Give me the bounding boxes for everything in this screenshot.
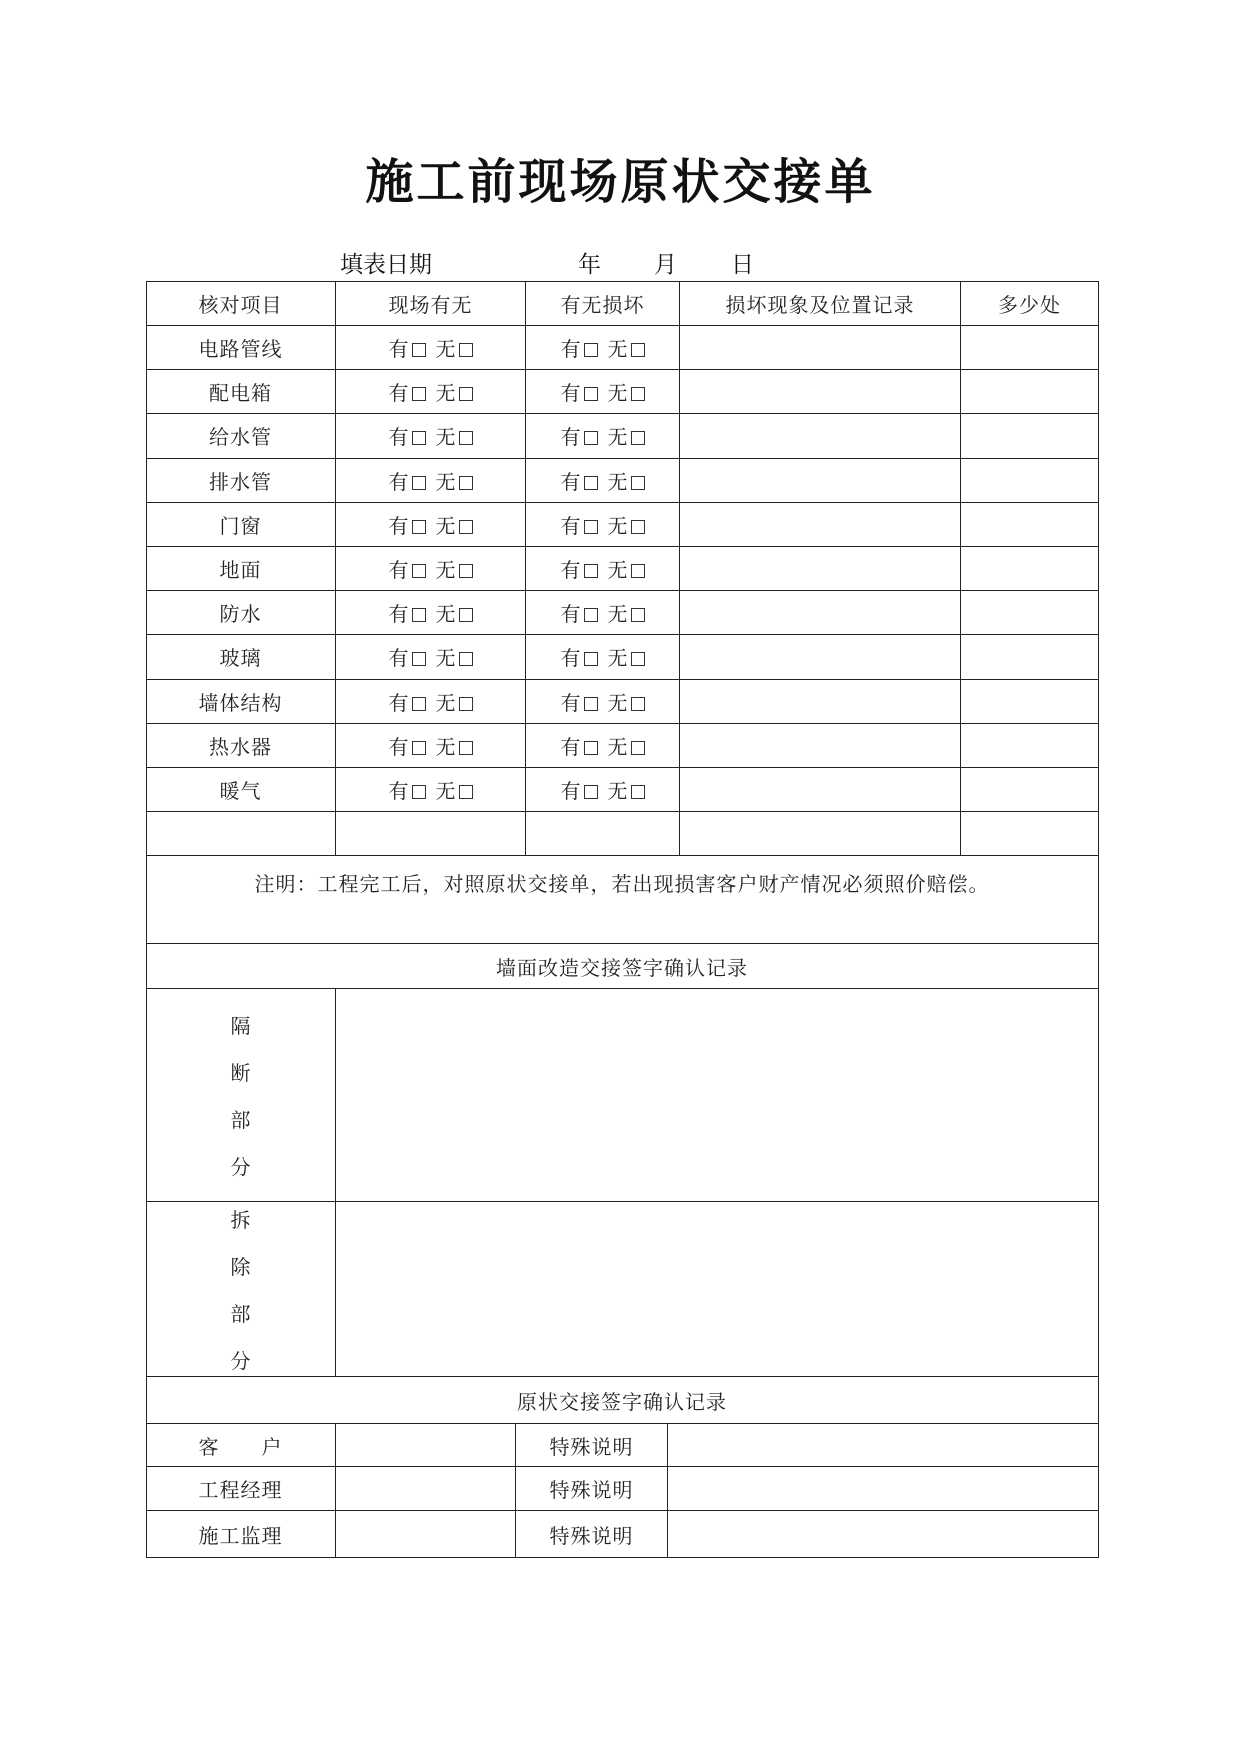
damaged-no-checkbox[interactable] <box>631 785 645 799</box>
header-check-item: 核对项目 <box>146 281 336 326</box>
row-item-label: 排水管 <box>146 459 336 503</box>
damaged-yes-label: 有 <box>560 558 582 583</box>
damage-record-cell[interactable] <box>680 326 961 370</box>
present-no-checkbox[interactable] <box>459 785 473 799</box>
demolition-char: 拆 <box>230 1208 251 1233</box>
present-no-label: 无 <box>435 690 457 715</box>
present-no-checkbox[interactable] <box>459 741 473 755</box>
present-yes-label: 有 <box>388 425 410 450</box>
damaged-options <box>561 510 645 539</box>
damaged-no-label: 无 <box>607 381 629 406</box>
damaged-options <box>561 377 645 406</box>
damaged-no-label: 无 <box>607 425 629 450</box>
damaged-no-label: 无 <box>607 558 629 583</box>
signer-signature-cell[interactable] <box>336 1467 516 1511</box>
present-cell <box>336 635 526 679</box>
present-cell <box>336 591 526 635</box>
present-no-label: 无 <box>435 734 457 759</box>
damage-record-cell[interactable] <box>680 635 961 679</box>
partition-char: 断 <box>230 1061 251 1086</box>
damaged-yes-checkbox[interactable] <box>584 343 598 357</box>
row-item-label: 地面 <box>146 547 336 591</box>
present-yes-checkbox[interactable] <box>412 785 426 799</box>
damaged-cell <box>526 370 680 414</box>
damaged-no-label: 无 <box>607 337 629 362</box>
damaged-options <box>561 466 645 495</box>
damaged-no-checkbox[interactable] <box>631 431 645 445</box>
present-options <box>389 377 473 406</box>
count-cell[interactable] <box>961 547 1099 591</box>
damaged-no-checkbox[interactable] <box>631 697 645 711</box>
present-yes-checkbox[interactable] <box>412 343 426 357</box>
damaged-yes-label: 有 <box>560 425 582 450</box>
present-no-label: 无 <box>435 602 457 627</box>
present-cell <box>336 503 526 547</box>
present-no-checkbox[interactable] <box>459 387 473 401</box>
present-yes-checkbox[interactable] <box>412 520 426 534</box>
present-yes-label: 有 <box>388 646 410 671</box>
page-title: 施工前现场原状交接单 <box>365 154 876 210</box>
demolition-char: 除 <box>230 1255 251 1280</box>
row-item-label: 配电箱 <box>146 370 336 414</box>
header-present: 现场有无 <box>336 281 526 326</box>
partition-content-cell[interactable] <box>336 989 1099 1202</box>
present-cell <box>336 768 526 812</box>
present-options <box>389 598 473 627</box>
damaged-yes-label: 有 <box>560 646 582 671</box>
damaged-no-checkbox[interactable] <box>631 387 645 401</box>
damage-record-cell[interactable] <box>680 724 961 768</box>
damage-record-cell[interactable] <box>680 370 961 414</box>
present-yes-checkbox[interactable] <box>412 564 426 578</box>
damaged-no-checkbox[interactable] <box>631 652 645 666</box>
damaged-no-label: 无 <box>607 513 629 538</box>
count-cell[interactable] <box>961 635 1099 679</box>
present-no-label: 无 <box>435 513 457 538</box>
damaged-yes-checkbox[interactable] <box>584 520 598 534</box>
date-line <box>0 248 1241 282</box>
damage-record-cell[interactable] <box>680 768 961 812</box>
present-cell <box>336 547 526 591</box>
damaged-cell <box>526 812 680 856</box>
damaged-no-label: 无 <box>607 646 629 671</box>
date-label: 填表日期 <box>340 252 432 278</box>
damaged-cell <box>526 326 680 370</box>
damaged-yes-checkbox[interactable] <box>584 652 598 666</box>
damaged-cell <box>526 680 680 724</box>
signer-role: 施工监理 <box>146 1511 336 1558</box>
present-yes-checkbox[interactable] <box>412 431 426 445</box>
damaged-no-checkbox[interactable] <box>631 476 645 490</box>
handover-section-title: 原状交接签字确认记录 <box>146 1377 1099 1424</box>
present-cell <box>336 459 526 503</box>
present-yes-checkbox[interactable] <box>412 741 426 755</box>
damaged-yes-label: 有 <box>560 469 582 494</box>
damaged-yes-label: 有 <box>560 734 582 759</box>
damaged-cell <box>526 459 680 503</box>
present-yes-checkbox[interactable] <box>412 387 426 401</box>
present-yes-label: 有 <box>388 779 410 804</box>
damaged-yes-label: 有 <box>560 779 582 804</box>
count-cell[interactable] <box>961 768 1099 812</box>
damaged-yes-label: 有 <box>560 337 582 362</box>
present-no-label: 无 <box>435 646 457 671</box>
damaged-options <box>561 731 645 760</box>
present-yes-label: 有 <box>388 690 410 715</box>
row-item-label: 墙体结构 <box>146 680 336 724</box>
row-item-label: 热水器 <box>146 724 336 768</box>
count-cell[interactable] <box>961 414 1099 458</box>
count-cell[interactable] <box>961 459 1099 503</box>
damaged-options <box>561 687 645 716</box>
present-no-checkbox[interactable] <box>459 343 473 357</box>
special-note-cell[interactable] <box>668 1424 1099 1467</box>
damaged-options <box>561 775 645 804</box>
count-cell[interactable] <box>961 370 1099 414</box>
demolition-content-cell[interactable] <box>336 1202 1099 1377</box>
present-yes-checkbox[interactable] <box>412 652 426 666</box>
row-item-label: 暖气 <box>146 768 336 812</box>
signer-signature-cell[interactable] <box>336 1424 516 1467</box>
present-cell <box>336 812 526 856</box>
damage-record-cell[interactable] <box>680 812 961 856</box>
damaged-cell <box>526 768 680 812</box>
damaged-no-checkbox[interactable] <box>631 520 645 534</box>
damage-record-cell[interactable] <box>680 414 961 458</box>
present-no-checkbox[interactable] <box>459 476 473 490</box>
date-year: 年 <box>578 252 601 278</box>
signer-role: 工程经理 <box>146 1467 336 1511</box>
damaged-cell <box>526 724 680 768</box>
damaged-options <box>561 554 645 583</box>
date-month: 月 <box>654 252 677 278</box>
present-yes-label: 有 <box>388 513 410 538</box>
count-cell[interactable] <box>961 326 1099 370</box>
damaged-yes-checkbox[interactable] <box>584 387 598 401</box>
partition-char: 隔 <box>230 1014 251 1039</box>
damaged-options <box>561 421 645 450</box>
damaged-options <box>561 642 645 671</box>
special-note-cell[interactable] <box>668 1467 1099 1511</box>
present-yes-label: 有 <box>388 381 410 406</box>
present-yes-checkbox[interactable] <box>412 608 426 622</box>
present-no-checkbox[interactable] <box>459 608 473 622</box>
damage-record-cell[interactable] <box>680 459 961 503</box>
damaged-no-label: 无 <box>607 779 629 804</box>
present-yes-label: 有 <box>388 337 410 362</box>
damaged-cell <box>526 414 680 458</box>
present-options <box>389 642 473 671</box>
damaged-no-label: 无 <box>607 690 629 715</box>
present-cell <box>336 414 526 458</box>
present-yes-checkbox[interactable] <box>412 476 426 490</box>
damage-record-cell[interactable] <box>680 591 961 635</box>
partition-label-cell <box>146 989 336 1202</box>
demolition-char: 部 <box>230 1302 251 1327</box>
signer-role: 客 户 <box>146 1424 336 1467</box>
damaged-options <box>561 333 645 362</box>
present-no-checkbox[interactable] <box>459 431 473 445</box>
row-item-label: 门窗 <box>146 503 336 547</box>
damage-record-cell[interactable] <box>680 547 961 591</box>
present-yes-checkbox[interactable] <box>412 697 426 711</box>
present-yes-label: 有 <box>388 734 410 759</box>
header-count: 多少处 <box>961 281 1099 326</box>
present-options <box>389 731 473 760</box>
damage-record-cell[interactable] <box>680 680 961 724</box>
count-cell[interactable] <box>961 503 1099 547</box>
row-item-label: 防水 <box>146 591 336 635</box>
present-no-checkbox[interactable] <box>459 564 473 578</box>
row-item-label: 玻璃 <box>146 635 336 679</box>
damaged-no-checkbox[interactable] <box>631 564 645 578</box>
present-options <box>389 466 473 495</box>
damaged-yes-checkbox[interactable] <box>584 476 598 490</box>
damage-record-cell[interactable] <box>680 503 961 547</box>
present-no-checkbox[interactable] <box>459 520 473 534</box>
damaged-yes-checkbox[interactable] <box>584 564 598 578</box>
special-note-label: 特殊说明 <box>516 1511 668 1558</box>
damaged-cell <box>526 503 680 547</box>
special-note-cell[interactable] <box>668 1511 1099 1558</box>
damaged-no-checkbox[interactable] <box>631 741 645 755</box>
damaged-no-label: 无 <box>607 469 629 494</box>
row-item-label: 电路管线 <box>146 326 336 370</box>
count-cell[interactable] <box>961 812 1099 856</box>
damaged-no-checkbox[interactable] <box>631 608 645 622</box>
damaged-cell <box>526 547 680 591</box>
damaged-yes-label: 有 <box>560 690 582 715</box>
demolition-label-cell <box>146 1202 336 1377</box>
present-no-checkbox[interactable] <box>459 697 473 711</box>
present-no-checkbox[interactable] <box>459 652 473 666</box>
present-options <box>389 687 473 716</box>
present-yes-label: 有 <box>388 558 410 583</box>
count-cell[interactable] <box>961 591 1099 635</box>
damaged-no-label: 无 <box>607 602 629 627</box>
partition-char: 分 <box>230 1155 251 1180</box>
note: 注明：工程完工后，对照原状交接单，若出现损害客户财产情况必须照价赔偿。 <box>146 856 1099 944</box>
present-options <box>389 421 473 450</box>
header-damaged: 有无损坏 <box>526 281 680 326</box>
present-no-label: 无 <box>435 381 457 406</box>
damaged-yes-checkbox[interactable] <box>584 608 598 622</box>
demolition-char: 分 <box>230 1349 251 1374</box>
present-yes-label: 有 <box>388 602 410 627</box>
present-no-label: 无 <box>435 558 457 583</box>
present-options <box>389 510 473 539</box>
signer-signature-cell[interactable] <box>336 1511 516 1558</box>
present-cell <box>336 326 526 370</box>
present-no-label: 无 <box>435 425 457 450</box>
blank-cell <box>146 812 336 856</box>
present-options <box>389 554 473 583</box>
row-item-label: 给水管 <box>146 414 336 458</box>
special-note-label: 特殊说明 <box>516 1467 668 1511</box>
present-cell <box>336 680 526 724</box>
damaged-yes-checkbox[interactable] <box>584 785 598 799</box>
damaged-yes-label: 有 <box>560 602 582 627</box>
present-options <box>389 333 473 362</box>
damaged-yes-checkbox[interactable] <box>584 741 598 755</box>
damaged-yes-checkbox[interactable] <box>584 697 598 711</box>
header-damage-record: 损坏现象及位置记录 <box>680 281 961 326</box>
present-cell <box>336 724 526 768</box>
count-cell[interactable] <box>961 680 1099 724</box>
date-day: 日 <box>731 252 754 278</box>
damaged-cell <box>526 635 680 679</box>
damaged-cell <box>526 591 680 635</box>
special-note-label: 特殊说明 <box>516 1424 668 1467</box>
partition-char: 部 <box>230 1108 251 1133</box>
present-no-label: 无 <box>435 337 457 362</box>
damaged-yes-label: 有 <box>560 381 582 406</box>
damaged-no-checkbox[interactable] <box>631 343 645 357</box>
present-options <box>389 775 473 804</box>
count-cell[interactable] <box>961 724 1099 768</box>
present-yes-label: 有 <box>388 469 410 494</box>
damaged-no-label: 无 <box>607 734 629 759</box>
damaged-options <box>561 598 645 627</box>
damaged-yes-checkbox[interactable] <box>584 431 598 445</box>
wall-section-title: 墙面改造交接签字确认记录 <box>146 944 1099 989</box>
present-no-label: 无 <box>435 469 457 494</box>
present-no-label: 无 <box>435 779 457 804</box>
damaged-yes-label: 有 <box>560 513 582 538</box>
present-cell <box>336 370 526 414</box>
